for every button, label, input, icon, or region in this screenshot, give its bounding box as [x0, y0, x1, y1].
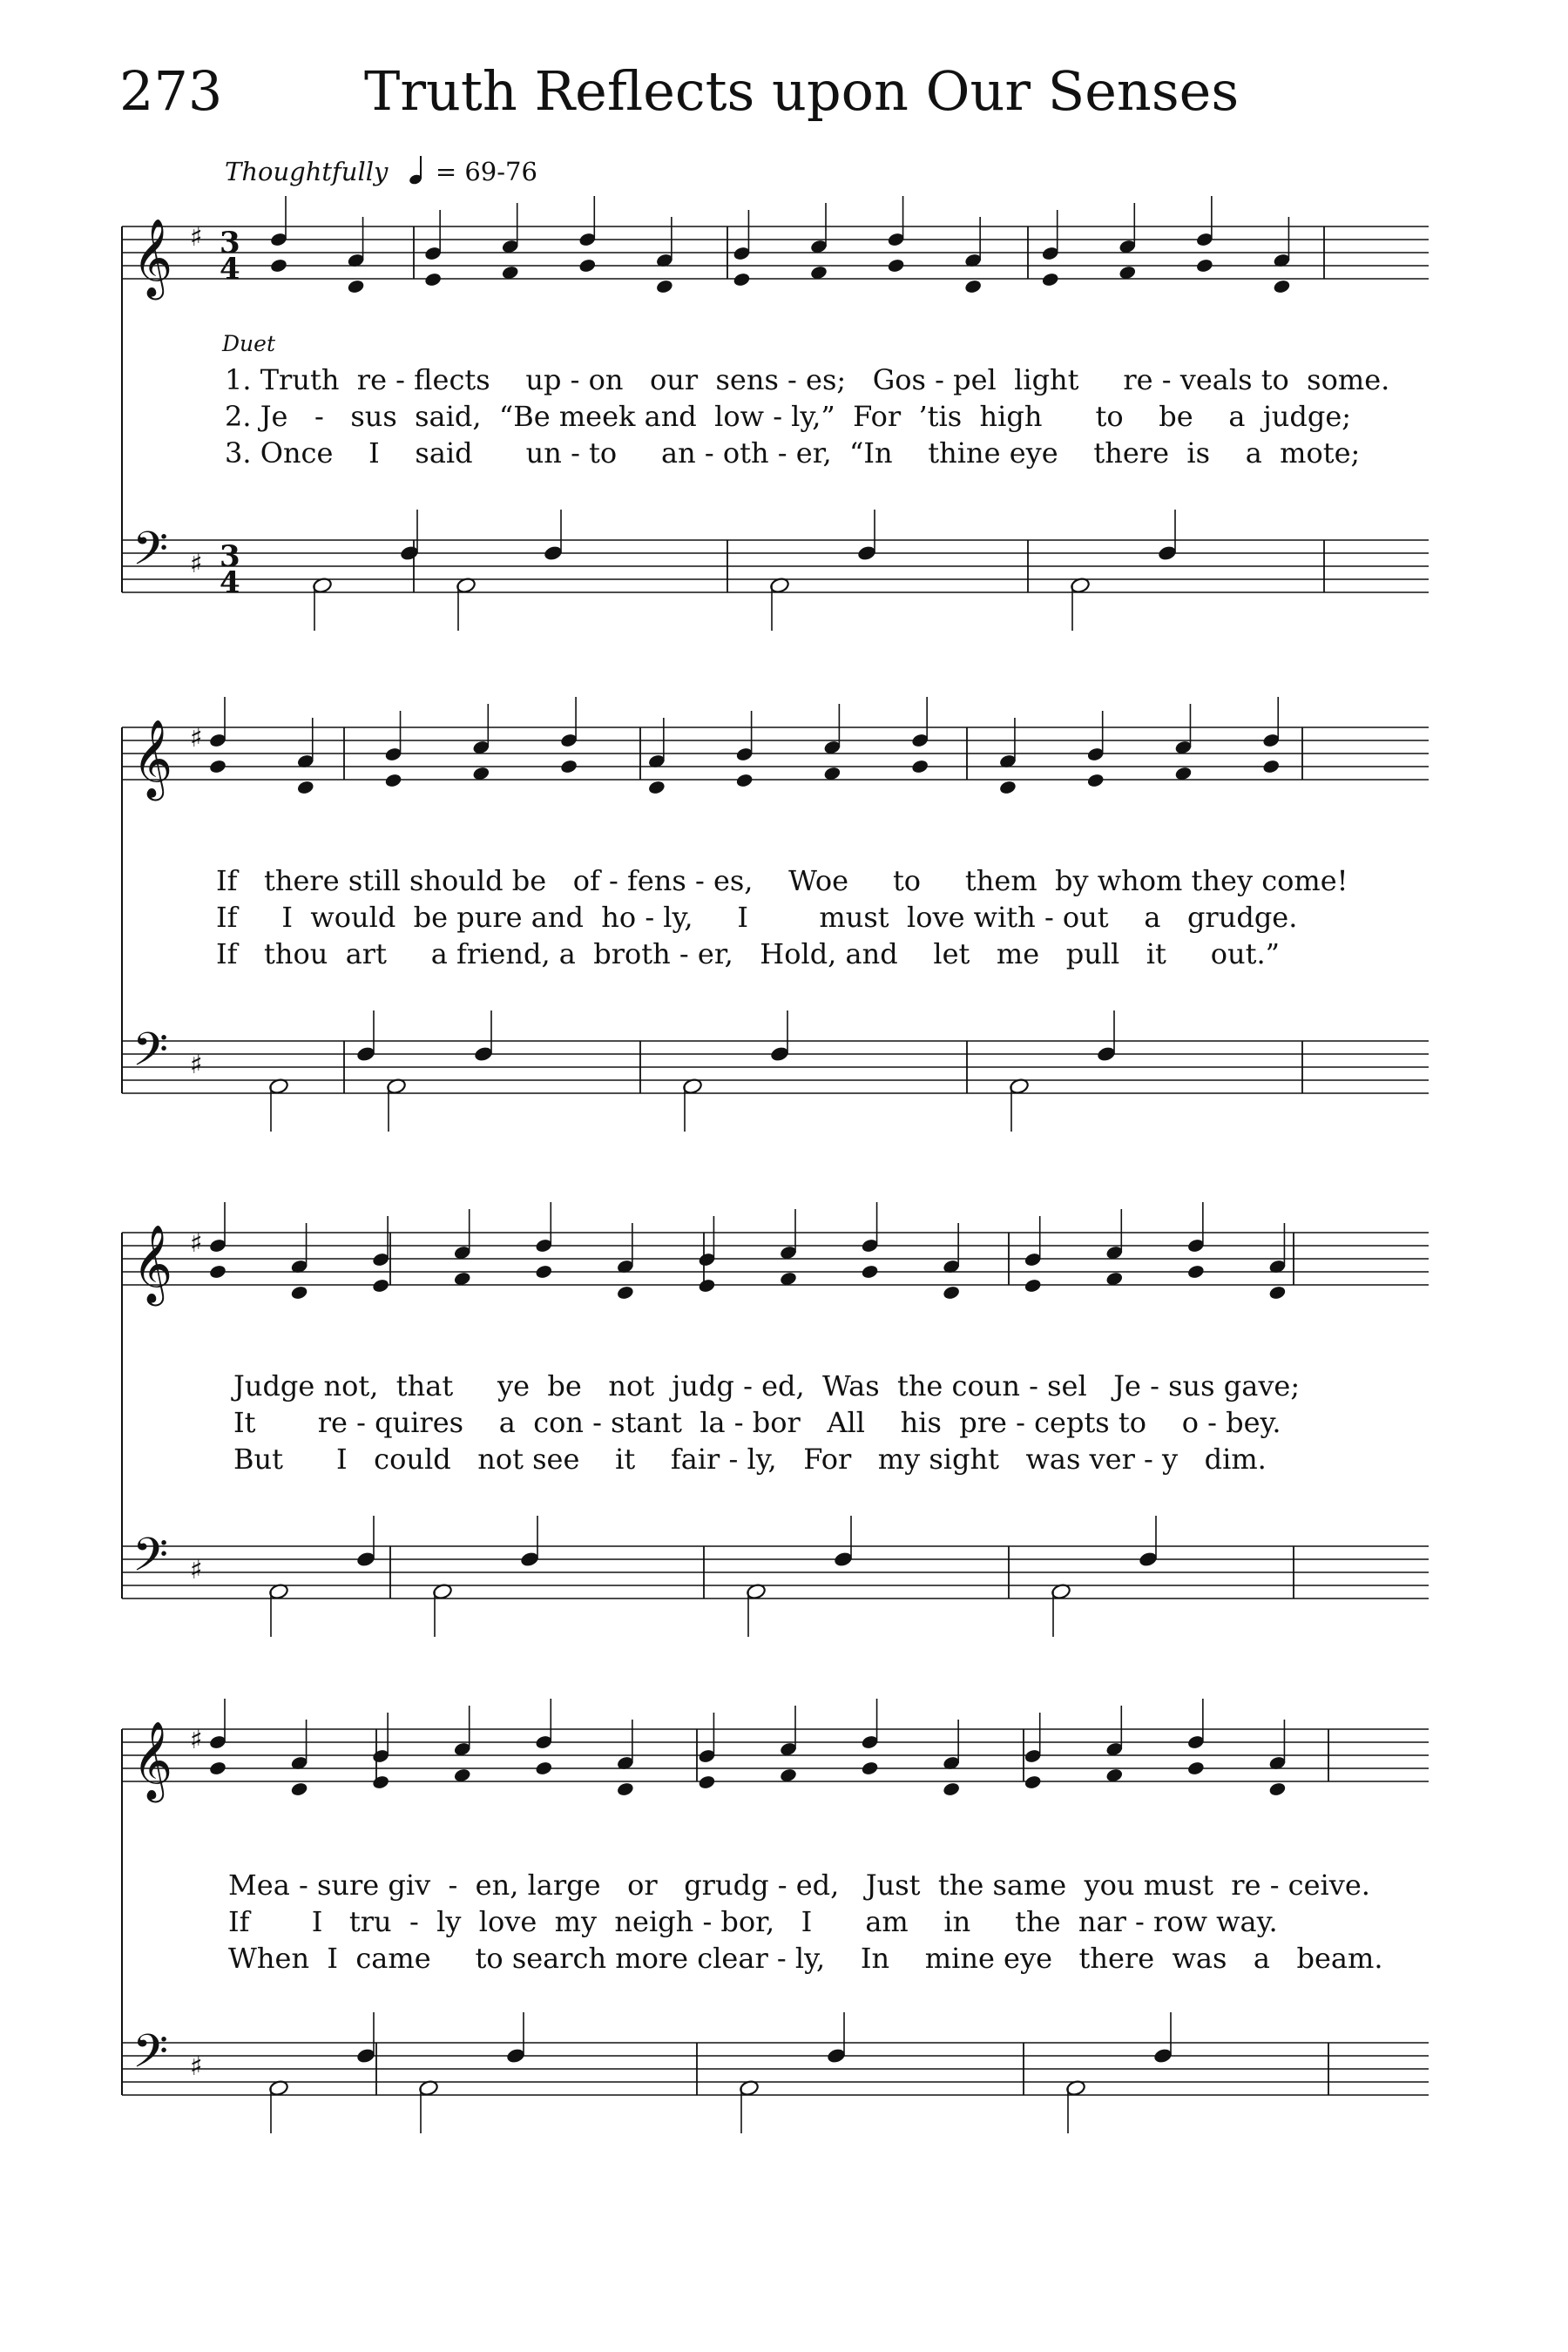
treble-clef-icon: 𝄞	[132, 720, 173, 798]
key-sharp-icon: ♯	[190, 222, 203, 253]
lyric-line: 3. Once I said un - to an - oth - er, “In thine eye there is a mote;	[225, 436, 1361, 470]
key-sharp-icon: ♯	[190, 1555, 203, 1585]
note-head	[616, 1285, 634, 1301]
hymn-number: 273	[119, 59, 223, 123]
note-head	[942, 1781, 960, 1797]
note-head	[998, 780, 1017, 795]
note-head	[1024, 1278, 1042, 1294]
key-sharp-icon: ♯	[190, 1725, 203, 1755]
key-sharp-icon: ♯	[190, 1228, 203, 1259]
lyric-line: It re - quires a con - stant la - bor All his pre - cepts to o - bey.	[233, 1406, 1281, 1439]
note-head	[296, 780, 314, 795]
duet-marking: Duet	[222, 331, 275, 356]
note-head	[733, 272, 751, 287]
lyric-line: If I would be pure and ho - ly, I must love with - out a grudge.	[216, 901, 1298, 934]
note-head	[887, 258, 905, 274]
note-head	[1268, 1285, 1287, 1301]
note-head	[269, 258, 287, 274]
lyric-line: Mea - sure giv - en, large or grudg - ed, Just the same you must re - ceive.	[228, 1869, 1370, 1902]
hymn-title: Truth Reflects upon Our Senses	[364, 59, 1240, 123]
note-head	[347, 279, 365, 294]
note-head	[559, 759, 578, 774]
note-head	[1268, 1781, 1287, 1797]
note-head	[535, 1264, 553, 1280]
lyric-line: 2. Je - sus said, “Be meek and low - ly,” For ’tis high to be a judge;	[225, 400, 1352, 433]
key-sharp-icon: ♯	[190, 549, 203, 579]
note-head	[910, 759, 929, 774]
note-head	[861, 1761, 879, 1776]
note-head	[208, 759, 226, 774]
note-head	[735, 773, 754, 788]
lyric-line: 1. Truth re - flects up - on our sens - es; Gos - pel light re - veals to some.	[225, 363, 1390, 396]
note-head	[942, 1285, 960, 1301]
time-signature-bottom: 4	[220, 252, 240, 287]
treble-clef-icon: 𝄞	[132, 219, 173, 297]
note-head	[208, 1761, 226, 1776]
note-head	[1041, 272, 1059, 287]
note-head	[423, 272, 442, 287]
bass-clef-icon: 𝄢	[132, 1529, 169, 1593]
note-head	[535, 1761, 553, 1776]
note-head	[655, 279, 673, 294]
note-head	[1186, 1761, 1205, 1776]
note-head	[290, 1781, 308, 1797]
note-head	[698, 1278, 716, 1294]
time-signature-bottom: 4	[220, 565, 240, 600]
bass-clef-icon: 𝄢	[132, 2025, 169, 2090]
lyric-line: When I came to search more clear - ly, In mine eye there was a beam.	[228, 1942, 1383, 1975]
time-signature-top: 3	[220, 226, 240, 260]
key-sharp-icon: ♯	[190, 723, 203, 754]
note-head	[1086, 773, 1105, 788]
note-head	[371, 1774, 389, 1790]
lyric-line: If thou art a friend, a broth - er, Hold, and let me pull it out.”	[216, 937, 1281, 970]
note-head	[861, 1264, 879, 1280]
bass-clef-icon: 𝄢	[132, 1024, 169, 1088]
tempo-value: = 69-76	[435, 157, 537, 186]
note-head	[578, 258, 597, 274]
note-head	[208, 1264, 226, 1280]
note-head	[1024, 1774, 1042, 1790]
note-head	[698, 1774, 716, 1790]
note-head	[290, 1285, 308, 1301]
note-head	[1273, 279, 1291, 294]
note-head	[647, 780, 666, 795]
lyric-line: If there still should be of - fens - es, Woe to them by whom they come!	[216, 864, 1348, 897]
treble-clef-icon: 𝄞	[132, 1225, 173, 1303]
bass-clef-icon: 𝄢	[132, 523, 169, 587]
note-head	[963, 279, 982, 294]
note-head	[371, 1278, 389, 1294]
time-signature-top: 3	[220, 539, 240, 574]
note-head	[1262, 759, 1281, 774]
lyric-line: If I tru - ly love my neigh - bor, I am in the nar - row way.	[228, 1905, 1278, 1938]
note-head	[616, 1781, 634, 1797]
lyric-line: But I could not see it fair - ly, For my sight was ver - y dim.	[233, 1443, 1267, 1476]
lyric-line: Judge not, that ye be not judg - ed, Was the coun - sel Je - sus gave;	[233, 1369, 1301, 1402]
note-head	[1186, 1264, 1205, 1280]
note-head	[384, 773, 402, 788]
key-sharp-icon: ♯	[190, 1050, 203, 1080]
key-sharp-icon: ♯	[190, 2051, 203, 2082]
treble-clef-icon: 𝄞	[132, 1721, 173, 1800]
note-head	[1195, 258, 1213, 274]
tempo-word: Thoughtfully	[225, 157, 389, 186]
